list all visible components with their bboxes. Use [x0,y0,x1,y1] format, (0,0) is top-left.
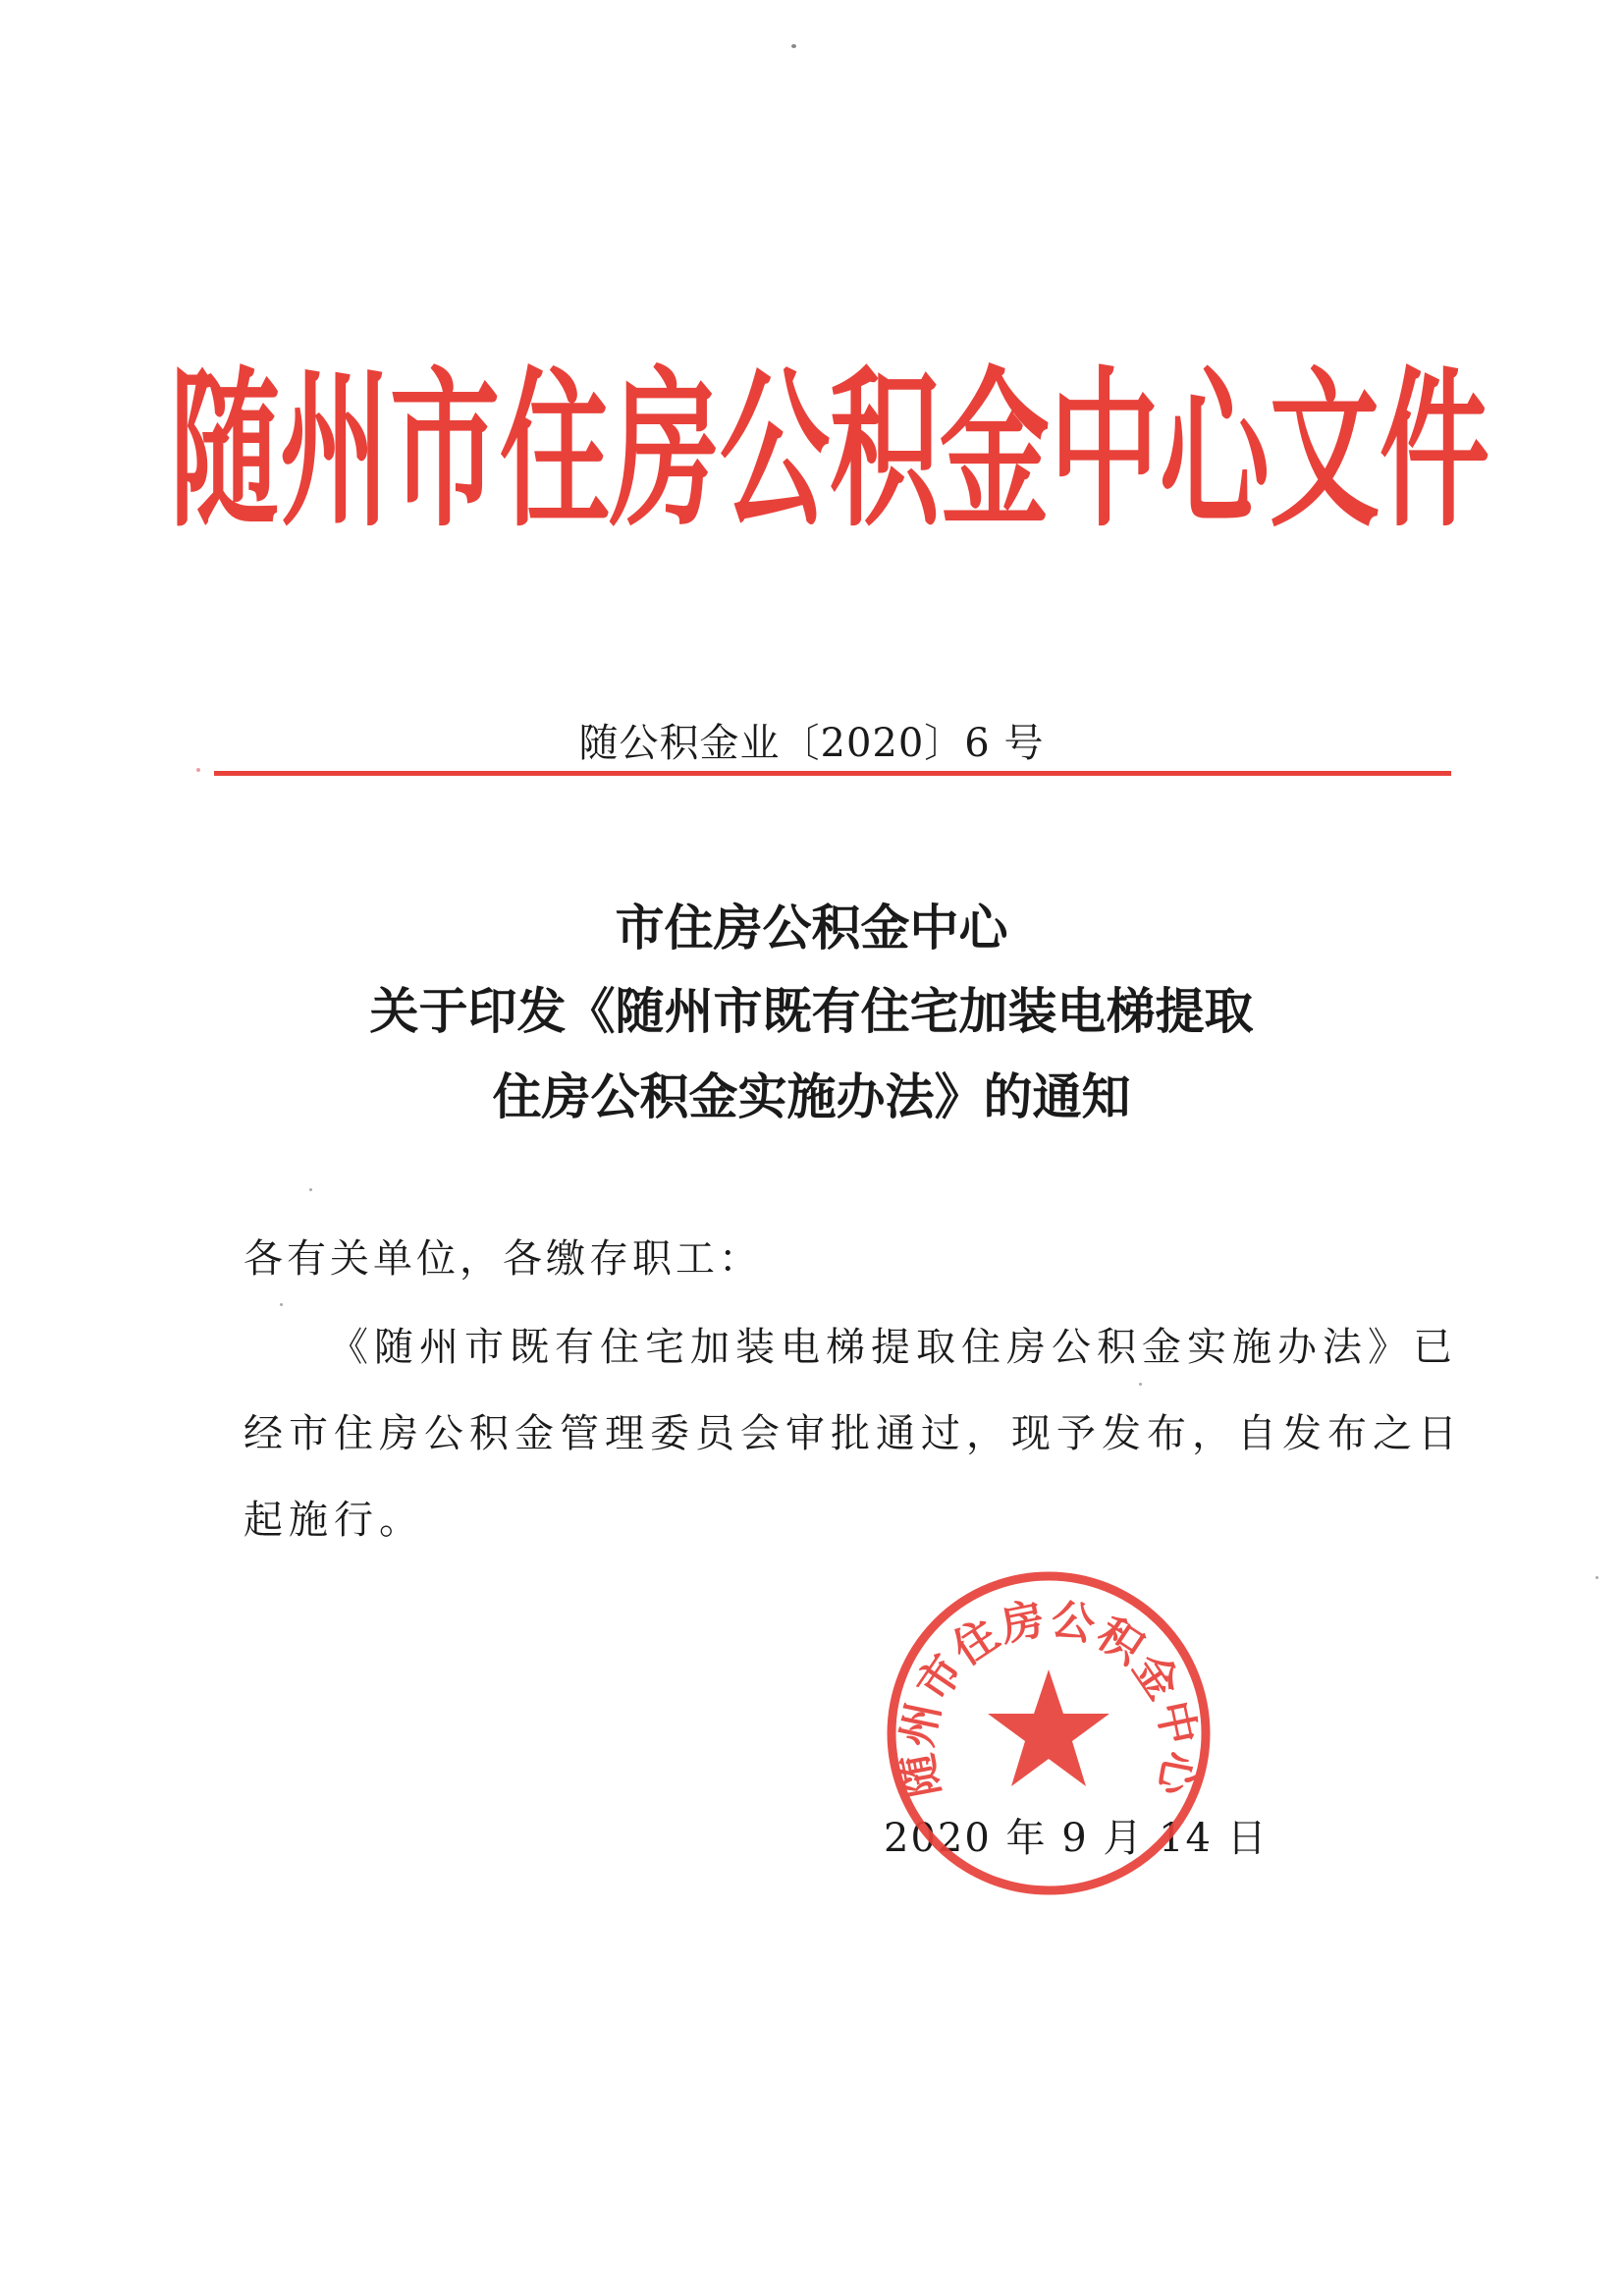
red-divider-line [214,771,1451,776]
notice-title-line-3: 住房公积金实施办法》的通知 [492,1068,1131,1125]
notice-title-line-2: 关于印发《随州市既有住宅加装电梯提取 [369,983,1254,1040]
issue-date: 2020 年 9 月 14 日 [884,1816,1269,1861]
body-paragraph-line-2: 经市住房公积金管理委员会审批通过，现予发布，自发布之日 [243,1411,1463,1456]
official-seal-stamp [882,1566,1216,1900]
notice-title-line-1: 市住房公积金中心 [615,900,1008,957]
scan-speck [280,1303,283,1306]
scan-speck [196,768,200,772]
seal-text: 随州市住房公积金中心 [892,1593,1206,1802]
document-number: 随公积金业〔2020〕6 号 [578,721,1045,766]
masthead-title: 随州市住房公积金中心文件 [170,353,1489,551]
salutation: 各有关单位，各缴存职工： [243,1236,762,1282]
body-paragraph-line-3: 起施行。 [243,1498,424,1543]
scan-speck [1596,1576,1598,1579]
scan-speck [1139,1383,1142,1386]
star-icon [988,1669,1109,1786]
scan-speck [309,1188,312,1191]
body-paragraph-line-1: 《随州市既有住宅加装电梯提取住房公积金实施办法》已 [329,1325,1458,1370]
scan-speck [791,44,796,48]
